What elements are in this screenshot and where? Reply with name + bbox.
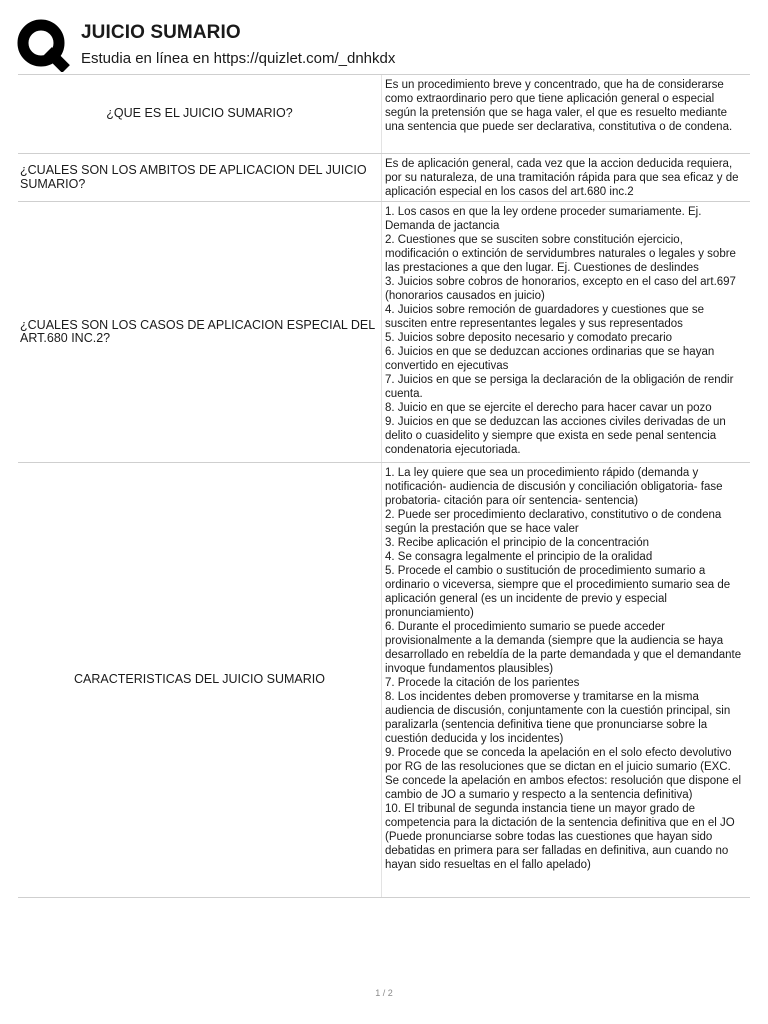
page-title: JUICIO SUMARIO [81,22,241,43]
card-definition: Es un procedimiento breve y concentrado, que ha de considerarse como extraordinario pero que tiene aplicación general o especial según la pretensión que se haga valer, el que es resuelto mediante una sentencia que puede ser declarativa, constitutiva o de condena. [385,79,733,133]
card-definition [382,202,750,462]
flashcard [18,154,750,202]
page-number: 1 / 2 [375,988,393,998]
list-item: 4. Se consagra legalmente el principio de la oralidad [385,551,653,563]
list-item: 8. Juicio en que se ejercite el derecho para hacer cavar un pozo [385,402,712,414]
list-item: 1. Los casos en que la ley ordene proceder sumariamente. Ej. Demanda de jactancia [385,206,705,232]
list-item: 5. Juicios sobre deposito necesario y comodato precario [385,332,673,344]
list-item: 7. Juicios en que se persiga la declaración de la obligación de rendir cuenta. [385,374,737,400]
list-item: 9. Juicios en que se deduzcan las acciones civiles derivadas de un delito o cuasidelito y siempre que exista en sede penal sentencia condenatoria ejecutoriada. [385,416,729,456]
list-item: 10. El tribunal de segunda instancia tiene un mayor grado de competencia para la dictación de la sentencia definitiva que en el JO (Puede pronunciarse sobre todas las cuestiones que hayan sido debatidas en primera para ser falladas en definitiva, aun cuando no hayan sido resueltas en el fallo apelado) [385,803,738,871]
flashcard-list [18,74,750,898]
list-item: 9. Procede que se conceda la apelación en el solo efecto devolutivo por RG de las resoluciones que se dictan en el juicio sumario (EXC. Se concede la apelación en ambos efectos: resolución que dispone el cambio de JO a sumario y respecto a la sentencia definitiva) [385,747,745,801]
flashcard [18,463,750,898]
list-item: 6. Juicios en que se deduzcan acciones ordinarias que se hayan convertido en ejecutivas [385,346,718,372]
list-item: 2. Puede ser procedimiento declarativo, constitutivo o de condena según la prestación que se hace valer [385,509,725,535]
list-item: 3. Recibe aplicación el principio de la concentración [385,537,650,549]
quizlet-logo-icon [16,18,70,72]
list-item: 7. Procede la citación de los parientes [385,677,580,689]
card-term: ¿QUE ES EL JUICIO SUMARIO? [18,75,382,153]
card-term: ¿CUALES SON LOS CASOS DE APLICACION ESPECIAL DEL ART.680 INC.2? [18,202,382,462]
list-item: 2. Cuestiones que se susciten sobre constitución ejercicio, modificación o extinción de servidumbres naturales o legales y sobre las prestaciones a que den lugar. Ej. Cuestiones de deslindes [385,234,740,274]
card-term: ¿CUALES SON LOS AMBITOS DE APLICACION DEL JUICIO SUMARIO? [18,154,382,201]
list-item: 8. Los incidentes deben promoverse y tramitarse en la misma audiencia de discusión, conjuntamente con la cuestión principal, sin paralizarla (sentencia definitiva tiene que pronunciarse sobre la cuestión deducida y los incidentes) [385,691,734,745]
card-definition: Es de aplicación general, cada vez que la accion deducida requiera, por su naturaleza, de una tramitación rápida para que sea eficaz y de aplicación especial en los casos del art.680 inc.2 [385,158,739,198]
card-term: CARACTERISTICAS DEL JUICIO SUMARIO [18,463,382,897]
list-item: 1. La ley quiere que sea un procedimiento rápido (demanda y notificación- audiencia de discusión y conciliación obligatoria- fase probatoria- citación para oír sentencia- sentencia) [385,467,726,507]
list-item: 3. Juicios sobre cobros de honorarios, excepto en el caso del art.697 (honorarios causados en juicio) [385,276,740,302]
card-definition [382,463,750,897]
list-item: 4. Juicios sobre remoción de guardadores y cuestiones que se susciten entre representantes legales y sus representados [385,304,708,330]
list-item: 5. Procede el cambio o sustitución de procedimiento sumario a ordinario o viceversa, siempre que el procedimiento sumario sea de aplicación general (es un incidente de previo y especial pronunciamiento) [385,565,734,619]
flashcard [18,202,750,463]
flashcard [18,74,750,154]
list-item: 6. Durante el procedimiento sumario se puede acceder provisionalmente a la demanda (siempre que la audiencia se haya desarrollado en rebeldía de la parte demandada y que el demandante invoque fundamentos plausibles) [385,621,745,675]
study-online-link[interactable]: Estudia en línea en https://quizlet.com/_dnhkdx [81,50,396,67]
